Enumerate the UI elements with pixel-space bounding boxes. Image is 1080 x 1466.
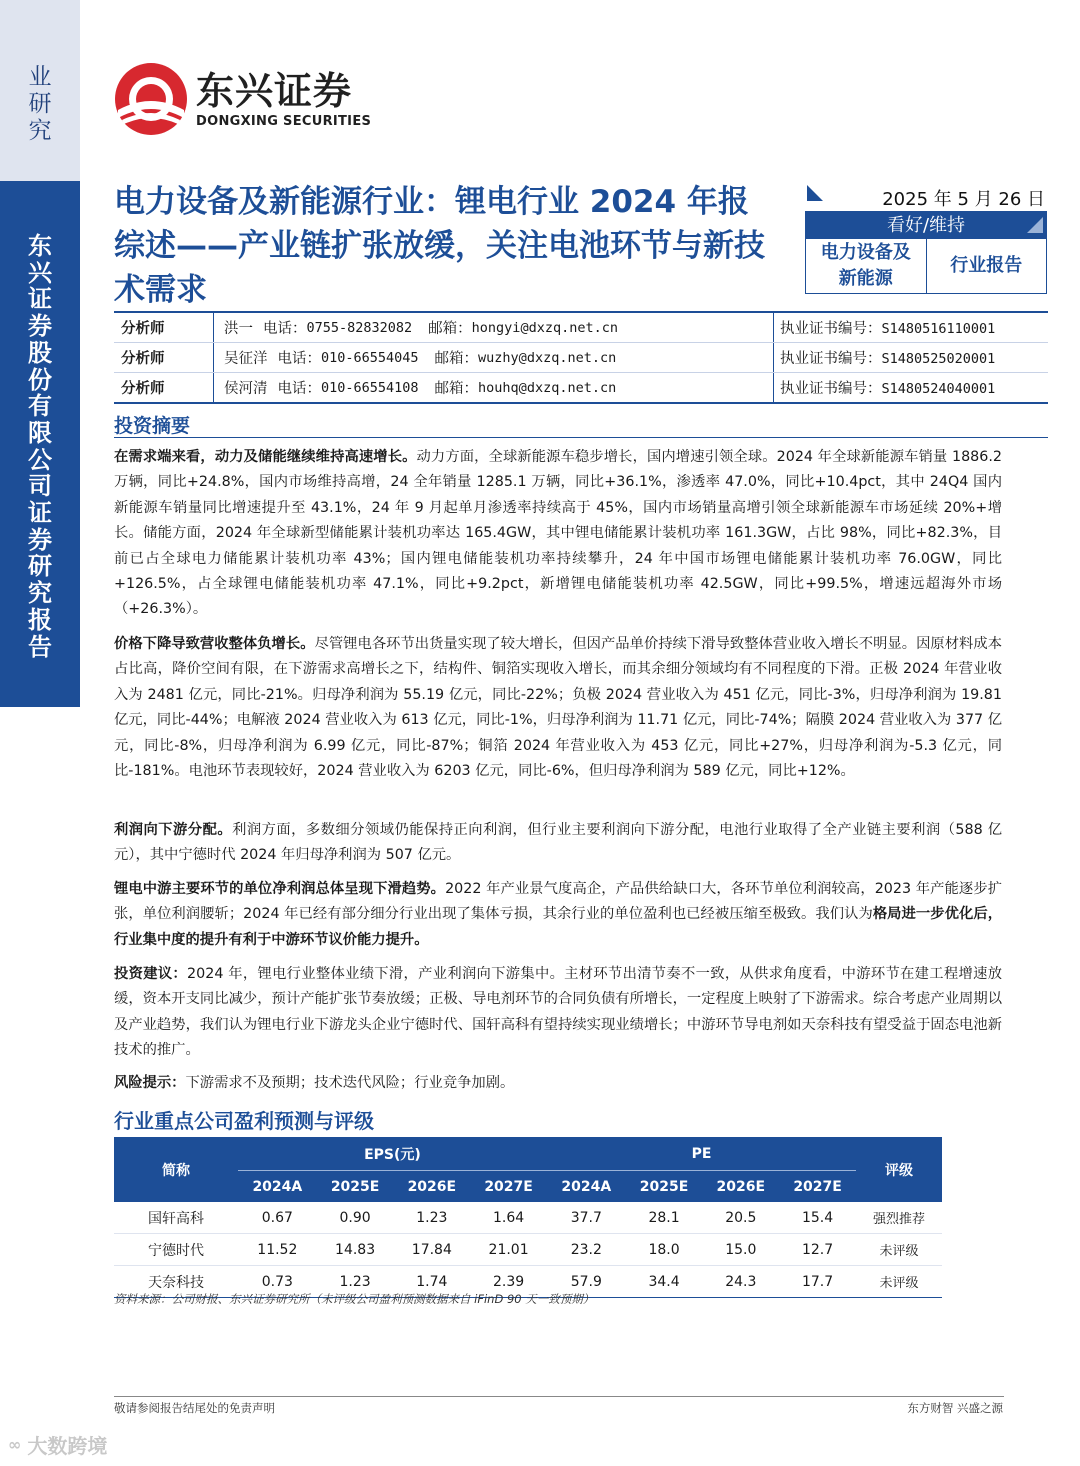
table-row xyxy=(114,1202,942,1234)
sidebar-company-char: 股 xyxy=(28,338,52,367)
table-cell: 12.7 xyxy=(779,1234,856,1266)
col-header-year: 2027E xyxy=(470,1171,547,1203)
analyst-contact xyxy=(213,313,774,342)
table-cell: 1.23 xyxy=(393,1202,470,1234)
company-rating: 未评级 xyxy=(856,1234,942,1266)
col-header-year: 2026E xyxy=(393,1171,470,1203)
summary-divider xyxy=(114,437,1048,438)
analyst-row xyxy=(114,373,1048,402)
sidebar-company-char: 券 xyxy=(28,312,52,341)
analyst-cert xyxy=(774,347,995,368)
report-type: 行业报告 xyxy=(950,255,1023,276)
cert-number: S1480516110001 xyxy=(881,321,996,337)
summary-paragraph-midstream: 锂电中游主要环节的单位净利润总体呈现下滑趋势。2022 年产业景气度高企，产品供给缺口大，各环节单位利润较高，2023 年产能逐步扩张，单位利润腰斩；2024 年已经有部分细分行业出现了集体亏损，其余行业的单位盈利也已经被压缩至极致。我们认为格局进一步优化后，行业集中度的提升有利于中游环节议价能力提升。 xyxy=(114,881,1003,948)
phone-label: 电话： xyxy=(277,381,321,397)
footer-disclaimer: 敬请参阅报告结尾处的免责声明 xyxy=(114,1401,275,1415)
table-cell: 0.67 xyxy=(238,1202,317,1234)
summary-paragraph-demand: 在需求端来看，动力及储能继续维持高速增长。动力方面，全球新能源车稳步增长，国内增速引领全球。2024 年全球新能源车销量 1886.2 万辆，同比+24.8%，国内市场维持高增，24 全年销量 1285.1 万辆，同比+36.1%，渗透率 47.0%，同比+10.4pct，其中 24Q4 国内新能源车销量同比增速提升至 43.1%，24 年 9 月起单月渗透率持续高于 45%，国内市场销量高增引领全球新能源车市场延续 20%+增长。储能方面，2024 年全球新型储能累计装机功率达 165.4GW，其中锂电储能累计装机功率 161.3GW，占比 98%，同比+82.3%，目前已占全球电力储能累计装机功率 43%；国内锂电储能装机功率持续攀升，24 年中国市场锂电储能累计装机功率 76.0GW，同比+126.5%，占全球锂电储能装机功率 47.1%，同比+9.2pct，新增锂电储能装机功率 42.5GW，同比+99.5%，增速远超海外市场（+26.3%）。 xyxy=(114,449,1003,618)
table-cell: 1.23 xyxy=(317,1266,394,1298)
col-header-year: 2025E xyxy=(317,1171,394,1203)
sidebar-company-char: 兴 xyxy=(28,258,52,287)
company-rating: 未评级 xyxy=(856,1266,942,1298)
company-name: 国轩高科 xyxy=(114,1202,238,1234)
sidebar-company-char: 券 xyxy=(28,525,52,554)
cert-label: 执业证书编号： xyxy=(780,351,882,367)
table-cell: 17.7 xyxy=(779,1266,856,1298)
corner-triangle-icon xyxy=(807,185,823,201)
analyst-cert xyxy=(774,377,995,398)
analyst-name: 侯河清 xyxy=(224,381,268,397)
summary-heading: 投资摘要 xyxy=(114,415,191,437)
watermark xyxy=(8,1430,107,1459)
table-cell: 15.4 xyxy=(779,1202,856,1234)
table-cell: 18.0 xyxy=(626,1234,703,1266)
cert-label: 执业证书编号： xyxy=(780,321,882,337)
col-header-year: 2024A xyxy=(547,1171,626,1203)
table-cell: 1.64 xyxy=(470,1202,547,1234)
cert-number: S1480524040001 xyxy=(881,381,996,397)
watermark-icon: ∞ xyxy=(8,1435,22,1454)
sidebar-company-char: 究 xyxy=(28,579,52,608)
industry-rating: 看好/维持 xyxy=(886,215,966,236)
col-header-rating: 评级 xyxy=(856,1137,942,1202)
col-header-year: 2027E xyxy=(779,1171,856,1203)
company-logo xyxy=(114,62,371,136)
phone-label: 电话： xyxy=(277,351,321,367)
analyst-cert xyxy=(774,317,995,338)
sidebar-company-char: 限 xyxy=(28,418,52,447)
table-cell: 37.7 xyxy=(547,1202,626,1234)
summary-paragraph-price: 价格下降导致营收整体负增长。尽管锂电各环节出货量实现了较大增长，但因产品单价持续下滑导致整体营业收入增长不明显。因原材料成本占比高，降价空间有限，在下游需求高增长之下，结构件、铜箔实现收入增长，而其余细分领域均有不同程度的下滑。正极 2024 年营业收入为 2481 亿元，同比-21%。归母净利润为 55.19 亿元，同比-22%；负极 2024 营业收入为 451 亿元，同比-3%，归母净利润为 19.81 亿元，同比-44%；电解液 2024 营业收入为 613 亿元，同比-1%，归母净利润为 11.71 亿元，同比-74%；隔膜 2024 营业收入为 377 亿元，同比-8%，归母净利润为 6.99 亿元，同比-87%；铜箔 2024 年营业收入为 453 亿元，同比+27%，归母净利润为-5.3 亿元，同比-181%。电池环节表现较好，2024 营业收入为 6203 亿元，同比-6%，但归母净利润为 589 亿元，同比+12%。 xyxy=(114,636,1003,780)
summary-paragraph-risk: 风险提示：下游需求不及预期；技术迭代风险；行业竞争加剧。 xyxy=(114,1075,515,1091)
col-header-year: 2025E xyxy=(626,1171,703,1203)
analyst-email[interactable]: houhq@dxzq.net.cn xyxy=(478,379,617,396)
col-header-name: 简称 xyxy=(114,1137,238,1202)
table-cell: 1.74 xyxy=(393,1266,470,1298)
data-source-note: 资料来源：公司财报、东兴证券研究所（未评级公司盈利预测数据来自 iFinD 90 天一致预期） xyxy=(114,1292,595,1306)
sidebar-company-char: 有 xyxy=(28,392,52,421)
analyst-name: 吴征洋 xyxy=(224,351,268,367)
analyst-phone: 010-66554108 xyxy=(321,379,419,396)
col-group-pe: PE xyxy=(547,1137,856,1171)
company-rating: 强烈推荐 xyxy=(856,1202,942,1234)
table-cell: 23.2 xyxy=(547,1234,626,1266)
table-cell: 28.1 xyxy=(626,1202,703,1234)
sidebar-top-label xyxy=(0,0,80,181)
analyst-email[interactable]: hongyi@dxzq.net.cn xyxy=(471,319,618,336)
col-header-year: 2024A xyxy=(238,1171,317,1203)
analyst-role: 分析师 xyxy=(121,351,165,367)
email-label: 邮箱： xyxy=(434,381,479,397)
sidebar-company-char: 证 xyxy=(28,285,52,314)
cert-number: S1480525020001 xyxy=(881,351,996,367)
logo-chinese-name: 东兴证券 xyxy=(196,68,353,113)
sidebar-company-char: 告 xyxy=(28,632,52,661)
table-cell: 24.3 xyxy=(702,1266,779,1298)
table-row xyxy=(114,1234,942,1266)
report-date: 2025 年 5 月 26 日 xyxy=(882,189,1045,210)
cert-label: 执业证书编号： xyxy=(780,381,882,397)
analyst-name: 洪一 xyxy=(224,321,253,337)
summary-paragraph-profit: 利润向下游分配。利润方面，多数细分领域仍能保持正向利润，但行业主要利润向下游分配，电池行业取得了全产业链主要利润（588 亿元），其中宁德时代 2024 年归母净利润为 507 亿元。 xyxy=(114,822,1003,864)
table-cell: 15.0 xyxy=(702,1234,779,1266)
col-group-eps: EPS(元) xyxy=(238,1137,547,1171)
table-cell: 34.4 xyxy=(626,1266,703,1298)
forecast-table xyxy=(114,1137,942,1298)
analyst-table xyxy=(114,311,1048,404)
logo-emblem-icon xyxy=(114,62,188,136)
table-cell: 17.84 xyxy=(393,1234,470,1266)
analyst-phone: 0755-82832082 xyxy=(306,319,413,336)
sidebar-company-char: 报 xyxy=(28,605,52,634)
logo-english-name: DONGXING SECURITIES xyxy=(196,113,372,129)
company-name: 天奈科技 xyxy=(114,1266,238,1298)
table-cell: 2.39 xyxy=(470,1266,547,1298)
sidebar-company-char: 东 xyxy=(28,232,52,260)
sidebar-top-char: 究 xyxy=(28,118,52,144)
company-name: 宁德时代 xyxy=(114,1234,238,1266)
sidebar-company-char: 份 xyxy=(28,365,52,394)
table-cell: 57.9 xyxy=(547,1266,626,1298)
watermark-text: 大数跨境 xyxy=(27,1434,108,1458)
email-label: 邮箱： xyxy=(434,351,479,367)
report-info-box xyxy=(805,183,1047,295)
phone-label: 电话： xyxy=(263,321,307,337)
rating-corner-icon xyxy=(1027,217,1043,233)
email-label: 邮箱： xyxy=(428,321,472,337)
sidebar-company-char: 研 xyxy=(28,552,52,581)
table-cell: 21.01 xyxy=(470,1234,547,1266)
table-cell: 20.5 xyxy=(702,1202,779,1234)
sidebar-top-char: 业 xyxy=(28,64,52,90)
analyst-phone: 010-66554045 xyxy=(321,349,419,366)
analyst-contact xyxy=(213,343,774,372)
sidebar-company-char: 司 xyxy=(28,472,52,501)
analyst-email[interactable]: wuzhy@dxzq.net.cn xyxy=(478,349,617,366)
analyst-role: 分析师 xyxy=(121,321,165,337)
sidebar-top-char: 研 xyxy=(28,91,52,117)
sidebar-company-char: 公 xyxy=(28,445,52,474)
table-cell: 11.52 xyxy=(238,1234,317,1266)
footer-divider xyxy=(114,1396,1004,1397)
summary-paragraph-recommendation: 投资建议：2024 年，锂电行业整体业绩下滑，产业利润向下游集中。主材环节出清节奏不一致，从供求角度看，中游环节在建工程增速放缓，资本开支同比减少，预计产能扩张节奏放缓；正极、导电剂环节的合同负债有所增长，一定程度上映射了下游需求。综合考虑产业周期以及产业趋势，我们认为锂电行业下游龙头企业宁德时代、国轩高科有望持续实现业绩增长；中游环节导电剂如天奈科技有望受益于固态电池新技术的推广。 xyxy=(114,966,1002,1059)
sidebar-company-label xyxy=(0,181,80,707)
table-cell: 14.83 xyxy=(317,1234,394,1266)
table-cell: 0.73 xyxy=(238,1266,317,1298)
analyst-role: 分析师 xyxy=(121,381,165,397)
report-title: 电力设备及新能源行业：锂电行业 2024 年报综述——产业链扩张放缓，关注电池环节与新技术需求 xyxy=(114,184,765,308)
industry-name: 电力设备及新能源 xyxy=(806,239,927,293)
analyst-row xyxy=(114,313,1048,343)
analyst-contact xyxy=(213,373,774,402)
col-header-year: 2026E xyxy=(702,1171,779,1203)
footer-slogan: 东方财智 兴盛之源 xyxy=(907,1401,1003,1415)
analyst-row xyxy=(114,343,1048,373)
table-cell: 0.90 xyxy=(317,1202,394,1234)
sidebar-company-char: 证 xyxy=(28,499,52,528)
table-heading: 行业重点公司盈利预测与评级 xyxy=(114,1109,374,1133)
